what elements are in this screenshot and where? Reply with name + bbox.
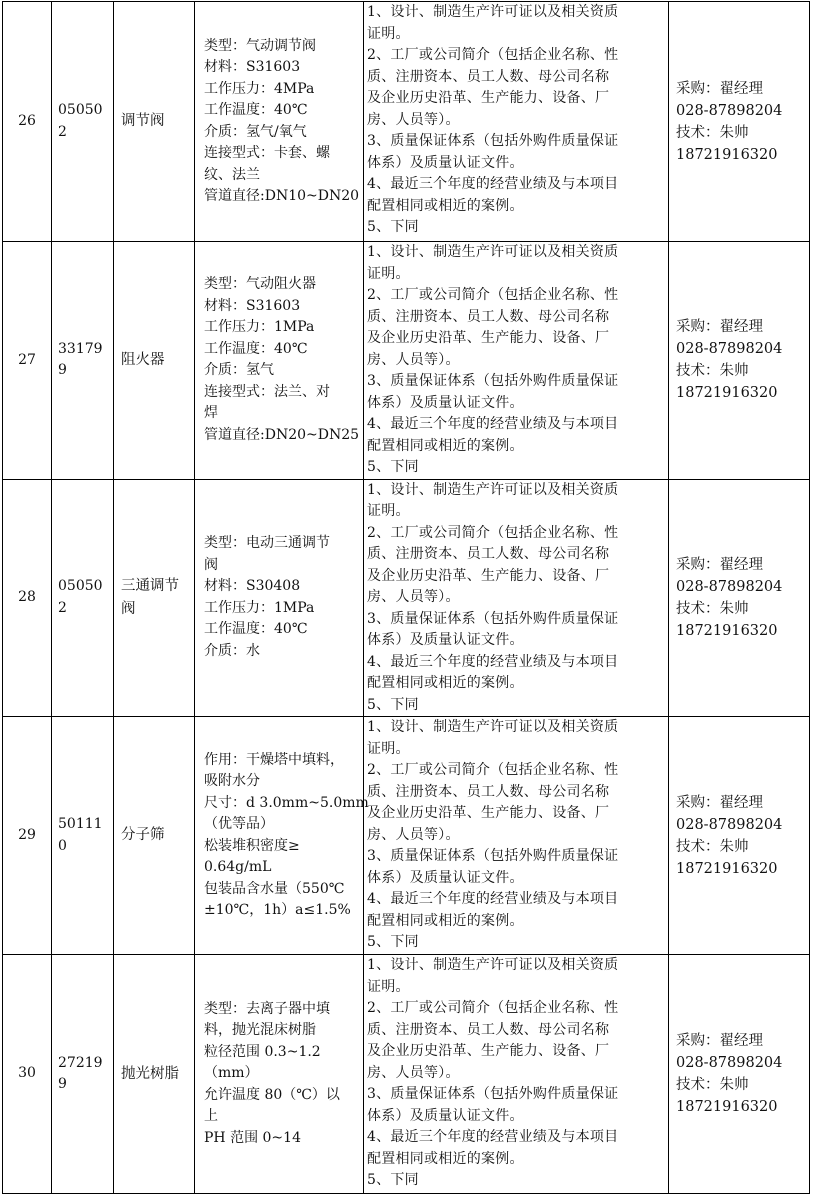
- requirement-line: 4、最近三个年度的经营业绩及与本项目: [367, 1129, 619, 1145]
- contact-line: 技术：朱帅: [676, 838, 749, 855]
- material-code-text: 050502: [58, 102, 103, 140]
- spec-line: 包装品含水量（550℃: [204, 880, 345, 897]
- contact-line: 028-87898204: [676, 816, 783, 833]
- contact-line: 采购：翟经理: [676, 319, 763, 336]
- requirement-line: 证明。: [367, 503, 410, 519]
- table-row: [3, 479, 810, 717]
- material-name: [114, 242, 195, 480]
- material-code-text: 050502: [58, 578, 103, 616]
- requirement-line: 体系）及质量认证文件。: [367, 394, 524, 411]
- contact-line: 采购：翟经理: [676, 556, 763, 573]
- contact-line: 028-87898204: [676, 341, 783, 358]
- table-row: [3, 242, 810, 480]
- contact-line: 028-87898204: [676, 1055, 783, 1071]
- procurement-table-body: [3, 2, 810, 1194]
- requirement-line: 2、工厂或公司简介（包括企业名称、性: [367, 1000, 619, 1016]
- spec-line: 工作温度：40℃: [204, 102, 308, 118]
- requirement-line: 证明。: [367, 265, 410, 282]
- requirement-line: 5、下同: [367, 1172, 419, 1188]
- spec-line: （mm）: [204, 1065, 259, 1082]
- requirement-line: 2、工厂或公司简介（包括企业名称、性: [367, 524, 619, 541]
- requirement-line: 5、下同: [367, 696, 419, 713]
- requirement-line: 5、下同: [367, 459, 419, 475]
- contact-line: 18721916320: [676, 385, 778, 402]
- requirement-line: 证明。: [367, 740, 410, 757]
- item-number: [3, 242, 52, 480]
- requirement-line: 4、最近三个年度的经营业绩及与本项目: [367, 653, 619, 670]
- spec-line: 尺寸：d 3.0mm~5.0mm: [204, 794, 369, 811]
- contact-line: 技术：朱帅: [676, 124, 749, 141]
- spec-line: 介质：水: [204, 642, 260, 659]
- item-number: [3, 955, 52, 1194]
- item-number-text: 28: [18, 589, 36, 605]
- table-row: [3, 717, 810, 955]
- item-number: [3, 479, 52, 717]
- contact-line: 18721916320: [676, 1099, 778, 1115]
- material-name-text: 调节阀: [121, 113, 165, 129]
- material-name: [114, 717, 195, 955]
- qualification-requirements: [364, 242, 669, 480]
- spec-line: 工作温度：40℃: [204, 621, 308, 638]
- material-name-text: 分子筛: [121, 827, 165, 843]
- spec-line: 类型：电动三通调节: [204, 535, 330, 552]
- requirement-line: 4、最近三个年度的经营业绩及与本项目: [367, 416, 619, 432]
- requirement-line: 质、注册资本、员工人数、母公司名称: [367, 68, 610, 85]
- requirement-line: 证明。: [367, 978, 410, 995]
- spec-line: 吸附水分: [204, 773, 260, 789]
- requirement-line: 3、质量保证体系（包括外购件质量保证: [367, 610, 619, 627]
- requirement-line: 4、最近三个年度的经营业绩及与本项目: [367, 176, 619, 192]
- requirement-line: 质、注册资本、员工人数、母公司名称: [367, 1021, 610, 1038]
- material-name-text: 阻火器: [121, 351, 165, 368]
- technical-spec: [195, 955, 364, 1194]
- spec-line: 材料：S30408: [204, 578, 301, 595]
- material-code: [52, 955, 114, 1194]
- contact-info: [669, 242, 810, 480]
- requirement-line: 质、注册资本、员工人数、母公司名称: [367, 308, 610, 325]
- spec-line: 类型：去离子器中填: [204, 1000, 330, 1017]
- contact-info: [669, 717, 810, 955]
- technical-spec: [195, 2, 364, 242]
- requirement-line: 3、质量保证体系（包括外购件质量保证: [367, 848, 619, 864]
- contact-line: 采购：翟经理: [676, 80, 763, 97]
- material-code: [52, 479, 114, 717]
- procurement-table: [2, 1, 810, 1194]
- requirement-line: 体系）及质量认证文件。: [367, 632, 524, 648]
- spec-line: 类型：气动调节阀: [204, 37, 316, 54]
- material-code-text: 501110: [58, 816, 103, 854]
- contact-info: [669, 2, 810, 242]
- technical-spec: [195, 242, 364, 480]
- spec-line: 允许温度 80（℃）以: [204, 1086, 340, 1103]
- requirement-line: 房、人员等）。: [367, 1064, 460, 1081]
- requirement-line: 质、注册资本、员工人数、母公司名称: [367, 546, 610, 562]
- material-name-text: 三通调节阀: [121, 577, 179, 617]
- requirement-line: 1、设计、制造生产许可证以及相关资质: [367, 244, 619, 260]
- requirement-line: 及企业历史沿革、生产能力、设备、厂: [367, 330, 610, 346]
- requirement-line: 房、人员等）。: [367, 589, 460, 605]
- qualification-requirements: [364, 955, 669, 1194]
- spec-line: 类型：气动阻火器: [204, 276, 316, 293]
- requirement-line: 配置相同或相近的案例。: [367, 437, 524, 454]
- material-code: [52, 717, 114, 955]
- requirement-line: 体系）及质量认证文件。: [367, 1107, 524, 1124]
- contact-info: [669, 955, 810, 1194]
- contact-line: 技术：朱帅: [676, 363, 749, 380]
- item-number-text: 27: [18, 351, 36, 368]
- technical-spec: [195, 479, 364, 717]
- requirement-line: 配置相同或相近的案例。: [367, 912, 524, 929]
- spec-line: 工作压力：4MPa: [204, 80, 315, 97]
- material-name: [114, 955, 195, 1194]
- item-number-text: 30: [18, 1065, 36, 1082]
- spec-line: 工作温度：40℃: [204, 340, 308, 357]
- contact-line: 028-87898204: [676, 102, 783, 119]
- spec-line: （优等品）: [204, 816, 274, 832]
- item-number-text: 29: [18, 826, 36, 843]
- requirement-line: 及企业历史沿革、生产能力、设备、厂: [367, 1043, 610, 1059]
- spec-line: 松装堆积密度≥: [204, 837, 300, 854]
- requirement-line: 5、下同: [367, 219, 419, 235]
- contact-line: 028-87898204: [676, 578, 783, 595]
- requirement-line: 2、工厂或公司简介（包括企业名称、性: [367, 47, 619, 63]
- spec-line: 管道直径:DN20~DN25: [204, 426, 360, 443]
- technical-spec: [195, 717, 369, 955]
- spec-line: 连接型式：法兰、对: [204, 383, 330, 400]
- table-row: [3, 955, 810, 1194]
- spec-line: 作用：干燥塔中填料，: [204, 751, 344, 768]
- requirement-line: 1、设计、制造生产许可证以及相关资质: [367, 481, 619, 498]
- requirement-line: 3、质量保证体系（包括外购件质量保证: [367, 1086, 619, 1102]
- spec-line: 材料：S31603: [204, 297, 301, 314]
- spec-line: 管道直径:DN10~DN20: [204, 188, 360, 204]
- spec-line: 焊: [204, 405, 218, 422]
- spec-line: 工作压力：1MPa: [204, 319, 315, 336]
- requirement-line: 1、设计、制造生产许可证以及相关资质: [367, 4, 619, 20]
- requirement-line: 体系）及质量认证文件。: [367, 154, 524, 171]
- requirement-line: 及企业历史沿革、生产能力、设备、厂: [367, 805, 610, 821]
- requirement-line: 3、质量保证体系（包括外购件质量保证: [367, 133, 619, 149]
- spec-line: 料，抛光混床树脂: [204, 1022, 316, 1039]
- spec-line: 介质：氢气/氧气: [204, 123, 307, 140]
- contact-line: 采购：翟经理: [676, 1033, 763, 1049]
- contact-info: [669, 479, 810, 717]
- spec-line: 连接型式：卡套、螺: [204, 145, 330, 161]
- requirement-line: 2、工厂或公司简介（包括企业名称、性: [367, 287, 619, 303]
- table-row: [3, 2, 810, 242]
- requirement-line: 2、工厂或公司简介（包括企业名称、性: [367, 762, 619, 778]
- material-name: [114, 2, 195, 242]
- spec-line: 工作压力：1MPa: [204, 599, 315, 616]
- spec-line: 介质：氢气: [204, 362, 274, 379]
- requirement-line: 及企业历史沿革、生产能力、设备、厂: [367, 90, 610, 106]
- material-code-text: 331799: [58, 340, 103, 379]
- contact-line: 技术：朱帅: [676, 600, 749, 617]
- item-number-text: 26: [18, 112, 36, 129]
- spec-line: 纹、法兰: [204, 166, 260, 183]
- qualification-requirements: [364, 479, 669, 717]
- requirement-line: 质、注册资本、员工人数、母公司名称: [367, 783, 610, 800]
- spec-line: PH 范围 0~14: [204, 1129, 301, 1146]
- contact-line: 18721916320: [676, 622, 778, 639]
- spec-line: 阀: [204, 556, 218, 573]
- item-number: [3, 717, 52, 955]
- material-name-text: 抛光树脂: [121, 1065, 179, 1082]
- contact-line: 技术：朱帅: [676, 1077, 749, 1093]
- material-code-text: 272199: [58, 1054, 103, 1092]
- requirement-line: 证明。: [367, 25, 410, 42]
- requirement-line: 体系）及质量认证文件。: [367, 869, 524, 886]
- requirement-line: 4、最近三个年度的经营业绩及与本项目: [367, 891, 619, 907]
- requirement-line: 1、设计、制造生产许可证以及相关资质: [367, 719, 619, 735]
- item-number: [3, 2, 52, 242]
- requirement-line: 配置相同或相近的案例。: [367, 1150, 524, 1167]
- spec-line: ±10℃，1h）a≤1.5%: [204, 902, 351, 918]
- qualification-requirements: [364, 717, 669, 955]
- requirement-line: 及企业历史沿革、生产能力、设备、厂: [367, 567, 610, 584]
- qualification-requirements: [364, 2, 669, 242]
- contact-line: 18721916320: [676, 146, 778, 163]
- requirement-line: 房、人员等）。: [367, 111, 460, 128]
- contact-line: 采购：翟经理: [676, 794, 763, 811]
- contact-line: 18721916320: [676, 860, 778, 877]
- spec-line: 0.64g/mL: [204, 859, 272, 875]
- material-code: [52, 242, 114, 480]
- requirement-line: 1、设计、制造生产许可证以及相关资质: [367, 957, 619, 973]
- requirement-line: 3、质量保证体系（包括外购件质量保证: [367, 373, 619, 389]
- spec-line: 粒径范围 0.3~1.2: [204, 1043, 321, 1060]
- requirement-line: 配置相同或相近的案例。: [367, 675, 524, 691]
- material-name: [114, 479, 195, 717]
- spec-line: 上: [204, 1108, 218, 1125]
- material-code: [52, 2, 114, 242]
- requirement-line: 房、人员等）。: [367, 826, 460, 843]
- requirement-line: 5、下同: [367, 934, 419, 950]
- requirement-line: 房、人员等）。: [367, 351, 460, 368]
- spec-line: 材料：S31603: [204, 59, 301, 75]
- requirement-line: 配置相同或相近的案例。: [367, 197, 524, 214]
